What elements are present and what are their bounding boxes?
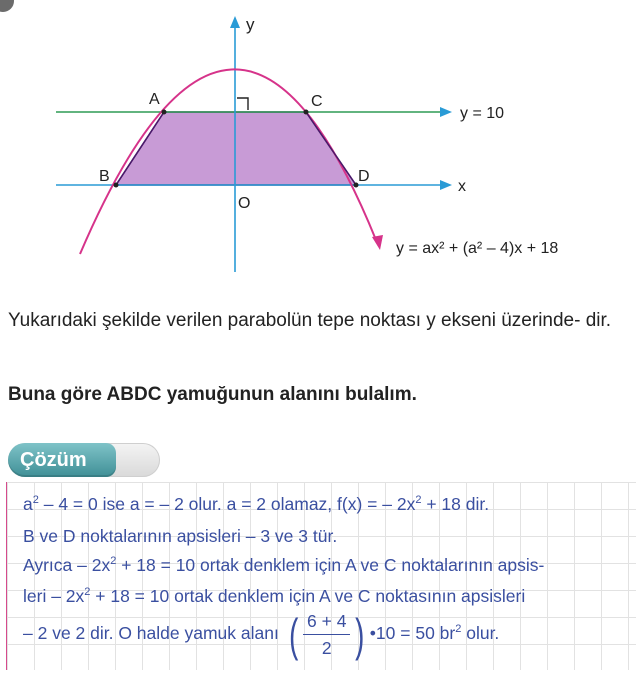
fraction <box>301 610 352 659</box>
solution-line-1 <box>23 494 489 515</box>
line-y10-arrow <box>440 107 452 117</box>
problem-text: Yukarıdaki şekilde verilen parabolün tepe noktası y ekseni üzerinde- dir. <box>8 310 612 331</box>
parabola-label: y = ax² + (a² – 4)x + 18 <box>396 240 559 257</box>
solution-badge-label: Çözüm <box>8 443 116 477</box>
sol4-part1: leri – 2x <box>23 586 85 606</box>
y-axis-label: y <box>246 15 255 34</box>
fraction-denominator: 2 <box>321 638 332 658</box>
point-a <box>162 110 167 115</box>
sol4-sup1: 2 <box>84 586 91 598</box>
sol5-part3: olur. <box>461 623 500 644</box>
sol1-sup1: 2 <box>32 494 39 506</box>
sol3-sup1: 2 <box>110 555 117 567</box>
fraction-numerator: 6 + 4 <box>303 610 350 635</box>
label-c: C <box>311 93 323 110</box>
y-axis-arrow <box>230 16 240 28</box>
label-d: D <box>358 168 370 185</box>
origin-label: O <box>238 195 251 212</box>
sol5-part1: – 2 ve 2 dir. O halde yamuk alanı <box>23 623 284 644</box>
parabola-figure <box>0 0 642 300</box>
solution-line-3 <box>23 555 544 576</box>
sol1-part1: a <box>23 494 33 514</box>
sol5-sup1: 2 <box>455 623 462 636</box>
sol3-part1: Ayrıca – 2x <box>23 555 111 575</box>
sol1-part3: + 18 dir. <box>421 494 490 514</box>
right-angle-mark <box>237 98 248 110</box>
sol3-part2: + 18 = 10 ortak denklem için A ve C noktalarının apsis- <box>116 555 545 575</box>
point-b <box>114 183 119 188</box>
area-fraction <box>286 610 368 659</box>
point-c <box>304 110 309 115</box>
paren-left: ( <box>288 608 298 661</box>
label-b: B <box>99 168 110 185</box>
solution-line-4 <box>23 586 525 607</box>
sol1-part2: – 4 = 0 ise a = – 2 olur. a = 2 olamaz, f(x) = – 2x <box>38 494 416 514</box>
sol1-sup2: 2 <box>415 494 422 506</box>
label-a: A <box>149 91 160 108</box>
sol4-part2: + 18 = 10 ortak denklem için A ve C noktasının apsisleri <box>90 586 526 606</box>
paren-right: ) <box>355 608 365 661</box>
question-text: Buna göre ABDC yamuğunun alanını bulalım. <box>8 384 417 405</box>
solution-line-2: B ve D noktalarının apsisleri – 3 ve 3 tür. <box>23 526 338 546</box>
x-axis-arrow <box>440 180 452 190</box>
line-y10-label: y = 10 <box>460 105 505 122</box>
solution-box <box>6 482 636 670</box>
x-axis-label: x <box>458 178 466 195</box>
parabola-arrow <box>372 235 383 250</box>
sol5-part2: •10 = 50 br <box>369 623 456 644</box>
solution-line-5 <box>23 610 499 659</box>
